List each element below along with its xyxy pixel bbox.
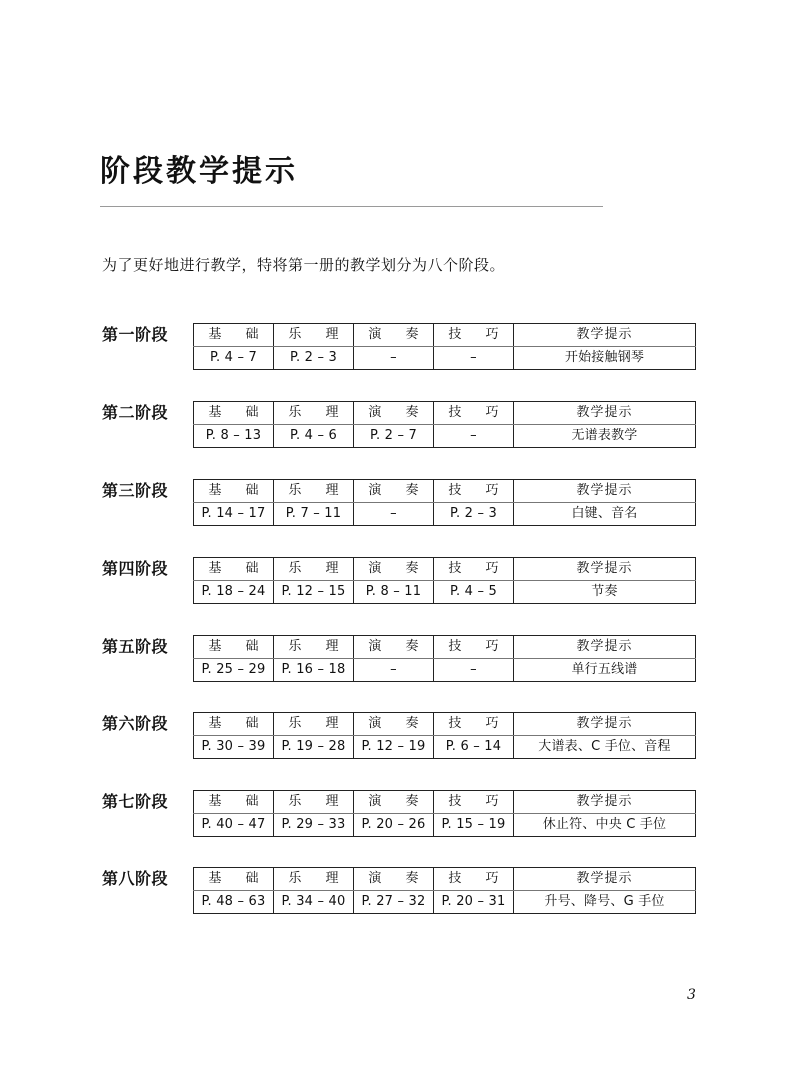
header-performance: 演 奏 [354, 868, 434, 891]
cell-performance: – [354, 659, 434, 682]
cell-tips: 节奏 [514, 581, 696, 604]
header-theory: 乐 理 [274, 324, 354, 347]
stage-block-8 [0, 867, 790, 919]
table-row [194, 891, 696, 914]
page-number: 3 [687, 987, 696, 1003]
header-performance: 演 奏 [354, 713, 434, 736]
cell-tips: 休止符、中央 C 手位 [514, 814, 696, 837]
stage-block-1 [0, 323, 790, 375]
stage-block-6 [0, 712, 790, 764]
table-header-row [194, 868, 696, 891]
cell-technique: – [434, 347, 514, 370]
stage-table [193, 401, 696, 448]
cell-basics: P. 40 – 47 [194, 814, 274, 837]
header-basics: 基 础 [194, 713, 274, 736]
cell-tips: 白键、音名 [514, 503, 696, 526]
header-theory: 乐 理 [274, 791, 354, 814]
cell-basics: P. 30 – 39 [194, 736, 274, 759]
header-basics: 基 础 [194, 324, 274, 347]
stage-block-2 [0, 401, 790, 453]
header-theory: 乐 理 [274, 558, 354, 581]
header-theory: 乐 理 [274, 480, 354, 503]
cell-tips: 无谱表教学 [514, 425, 696, 448]
header-technique: 技 巧 [434, 791, 514, 814]
header-technique: 技 巧 [434, 558, 514, 581]
stage-block-7 [0, 790, 790, 842]
cell-tips: 升号、降号、G 手位 [514, 891, 696, 914]
cell-technique: P. 2 – 3 [434, 503, 514, 526]
header-performance: 演 奏 [354, 636, 434, 659]
header-performance: 演 奏 [354, 558, 434, 581]
cell-technique: – [434, 659, 514, 682]
header-performance: 演 奏 [354, 480, 434, 503]
stage-name: 第四阶段 [102, 559, 169, 578]
header-tips: 教学提示 [514, 402, 696, 425]
stage-table [193, 867, 696, 914]
header-theory: 乐 理 [274, 713, 354, 736]
stage-name: 第七阶段 [102, 792, 169, 811]
cell-technique: P. 15 – 19 [434, 814, 514, 837]
header-theory: 乐 理 [274, 636, 354, 659]
table-row [194, 659, 696, 682]
cell-tips: 单行五线谱 [514, 659, 696, 682]
table-row [194, 581, 696, 604]
cell-performance: P. 20 – 26 [354, 814, 434, 837]
stage-block-5 [0, 635, 790, 687]
cell-theory: P. 34 – 40 [274, 891, 354, 914]
header-tips: 教学提示 [514, 324, 696, 347]
table-header-row [194, 713, 696, 736]
cell-tips: 开始接触钢琴 [514, 347, 696, 370]
cell-technique: P. 20 – 31 [434, 891, 514, 914]
header-basics: 基 础 [194, 480, 274, 503]
table-header-row [194, 558, 696, 581]
table-header-row [194, 636, 696, 659]
cell-basics: P. 4 – 7 [194, 347, 274, 370]
header-basics: 基 础 [194, 868, 274, 891]
header-technique: 技 巧 [434, 480, 514, 503]
cell-technique: P. 4 – 5 [434, 581, 514, 604]
cell-theory: P. 2 – 3 [274, 347, 354, 370]
cell-theory: P. 29 – 33 [274, 814, 354, 837]
stage-block-4 [0, 557, 790, 609]
header-technique: 技 巧 [434, 324, 514, 347]
header-tips: 教学提示 [514, 480, 696, 503]
intro-text: 为了更好地进行教学，特将第一册的教学划分为八个阶段。 [102, 256, 506, 274]
stage-name: 第八阶段 [102, 869, 169, 888]
cell-performance: P. 12 – 19 [354, 736, 434, 759]
cell-basics: P. 8 – 13 [194, 425, 274, 448]
header-basics: 基 础 [194, 791, 274, 814]
table-header-row [194, 324, 696, 347]
table-header-row [194, 791, 696, 814]
cell-performance: – [354, 503, 434, 526]
cell-basics: P. 18 – 24 [194, 581, 274, 604]
stage-table [193, 635, 696, 682]
stage-name: 第二阶段 [102, 403, 169, 422]
table-header-row [194, 402, 696, 425]
header-performance: 演 奏 [354, 324, 434, 347]
page-title: 阶段教学提示 [100, 154, 298, 189]
stage-table [193, 557, 696, 604]
stage-name: 第六阶段 [102, 714, 169, 733]
table-row [194, 347, 696, 370]
table-row [194, 814, 696, 837]
header-technique: 技 巧 [434, 713, 514, 736]
header-tips: 教学提示 [514, 713, 696, 736]
header-theory: 乐 理 [274, 402, 354, 425]
cell-performance: P. 8 – 11 [354, 581, 434, 604]
cell-basics: P. 25 – 29 [194, 659, 274, 682]
header-tips: 教学提示 [514, 636, 696, 659]
cell-performance: P. 27 – 32 [354, 891, 434, 914]
cell-theory: P. 12 – 15 [274, 581, 354, 604]
table-row [194, 736, 696, 759]
header-technique: 技 巧 [434, 402, 514, 425]
cell-basics: P. 14 – 17 [194, 503, 274, 526]
header-tips: 教学提示 [514, 558, 696, 581]
header-technique: 技 巧 [434, 868, 514, 891]
cell-technique: – [434, 425, 514, 448]
header-performance: 演 奏 [354, 791, 434, 814]
stage-name: 第三阶段 [102, 481, 169, 500]
cell-tips: 大谱表、C 手位、音程 [514, 736, 696, 759]
stage-name: 第一阶段 [102, 325, 169, 344]
cell-theory: P. 7 – 11 [274, 503, 354, 526]
cell-theory: P. 16 – 18 [274, 659, 354, 682]
title-divider [100, 206, 603, 207]
header-basics: 基 础 [194, 636, 274, 659]
stage-block-3 [0, 479, 790, 531]
table-header-row [194, 480, 696, 503]
stage-table [193, 479, 696, 526]
cell-technique: P. 6 – 14 [434, 736, 514, 759]
cell-theory: P. 4 – 6 [274, 425, 354, 448]
header-tips: 教学提示 [514, 868, 696, 891]
header-technique: 技 巧 [434, 636, 514, 659]
cell-theory: P. 19 – 28 [274, 736, 354, 759]
header-basics: 基 础 [194, 558, 274, 581]
header-performance: 演 奏 [354, 402, 434, 425]
cell-performance: P. 2 – 7 [354, 425, 434, 448]
header-theory: 乐 理 [274, 868, 354, 891]
table-row [194, 425, 696, 448]
stage-table [193, 712, 696, 759]
stage-name: 第五阶段 [102, 637, 169, 656]
header-basics: 基 础 [194, 402, 274, 425]
header-tips: 教学提示 [514, 791, 696, 814]
stage-table [193, 790, 696, 837]
table-row [194, 503, 696, 526]
stage-table [193, 323, 696, 370]
cell-basics: P. 48 – 63 [194, 891, 274, 914]
cell-performance: – [354, 347, 434, 370]
